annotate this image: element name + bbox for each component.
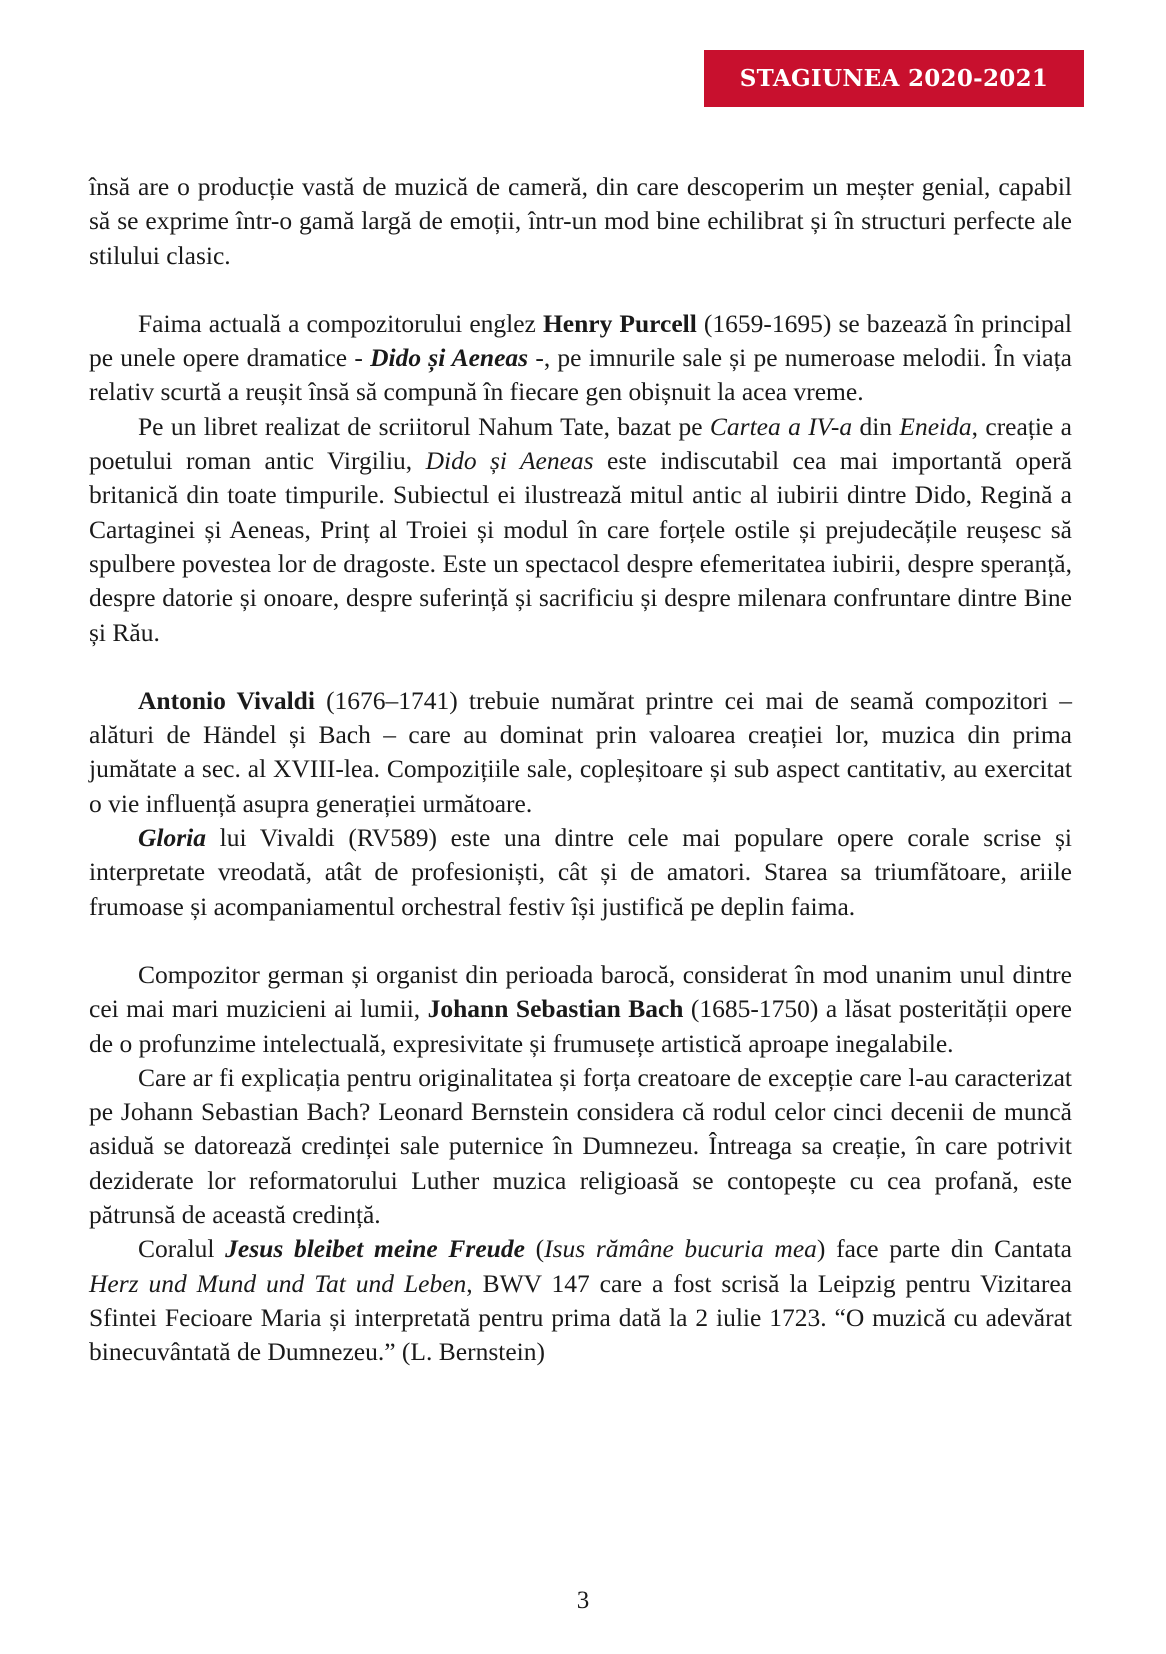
work-title-jesus-bleibet: Jesus bleibet meine Freude: [225, 1234, 525, 1264]
composer-name-vivaldi: Antonio Vivaldi: [138, 685, 315, 715]
work-title-dido: Dido și Aeneas: [370, 343, 529, 373]
season-banner-text: STAGIUNEA 2020-2021: [739, 65, 1049, 92]
composer-name-bach: Johann Sebastian Bach: [427, 994, 684, 1024]
page-number: 3: [576, 1587, 590, 1614]
paragraph-gloria: Gloria lui Vivaldi (RV589) este una dintre cele mai populare opere corale scrise și interpretate vreodată, atât de profesioniști, cât și de amatori. Starea sa triumfătoare, ariile frumoase și acompaniamentul orchestral festiv își justifică pe deplin faima.: [89, 823, 1072, 921]
paragraph-bach: Compozitor german și organist din perioada barocă, considerat în mod unanim unul dintre cei mai mari muzicieni ai lumii, Johann Sebastian Bach (1685-1750) a lăsat posterității opere de o profunzime intelectuală, expresivitate și frumusețe artistică aproape inegalabile.: [89, 959, 1072, 1058]
composer-name-purcell: Henry Purcell: [542, 308, 697, 338]
paragraph-dido-libretto: Pe un libret realizat de scriitorul Nahum Tate, bazat pe Cartea a IV-a din Eneida, creație a poetului roman antic Virgiliu, Dido și Aeneas este indiscutabil cea mai importantă operă britanică din toate timpurile. Subiectul ei ilustrează mitul antic al iubirii dintre Dido, Regină a Cartaginei și Aeneas, Prinț al Troiei și modul în care forțele ostile și prejudecățile reușesc să spulbere povestea lor de dragoste. Este un spectacol despre efemeritatea iubirii, despre speranță, despre datorie și onoare, despre suferință și sacrificiu și despre milenara confruntare dintre Bine și Rău.: [89, 411, 1072, 647]
paragraph-intro-continuation: însă are o producție vastă de muzică de cameră, din care descoperim un meșter genial, capabil să se exprime într-o gamă largă de emoții, într-un mod bine echilibrat și în structuri perfecte ale stilului clasic.: [89, 172, 1072, 270]
paragraph-bach-originality: Care ar fi explicația pentru originalitatea și forța creatoare de excepție care l-au caracterizat pe Johann Sebastian Bach? Leonard Bernstein considera că rodul celor cinci decenii de muncă asiduă se datorează credinței sale puternice în Dumnezeu. Întreaga sa creație, în care potrivit deziderate lor reformatorului Luther muzica religioasă se contopește cu cea profană, este pătrunsă de această credință.: [89, 1062, 1072, 1230]
work-title-dido-italic: Dido și Aeneas: [425, 446, 594, 476]
paragraph-vivaldi: Antonio Vivaldi (1676–1741) trebuie numărat printre cei mai de seamă compozitori – alături de Händel și Bach – care au dominat prin valoarea creației lor, muzica din prima jumătate a sec. al XVIII-lea. Compozițiile sale, copleșitoare și sub aspect cantitativ, au exercitat o vie influență asupra generației următoare.: [89, 685, 1072, 818]
season-banner: [704, 50, 1084, 107]
work-title-gloria: Gloria: [138, 823, 207, 853]
book-title-cartea: Cartea a IV-a: [709, 411, 853, 441]
translated-title: Isus rămâne bucuria mea: [544, 1234, 817, 1264]
book-title-eneida: Eneida: [899, 411, 972, 441]
paragraph-purcell: Faima actuală a compozitorului englez Henry Purcell (1659-1695) se bazează în principal pe unele opere dramatice - Dido și Aeneas -, pe imnurile sale și pe numeroase melodii. În viața relativ scurtă a reușit însă să compună în fiecare gen obișnuit la acea vreme.: [89, 308, 1073, 407]
paragraph-jesus-bleibet: Coralul Jesus bleibet meine Freude (Isus rămâne bucuria mea) face parte din Cantata Herz und Mund und Tat und Leben, BWV 147 care a fost scrisă la Leipzig pentru Vizitarea Sfintei Fecioare Maria și interpretată pentru prima dată la 2 iulie 1723. “O muzică cu adevărat binecuvântată de Dumnezeu.” (L. Bernstein): [89, 1234, 1072, 1367]
cantata-title: Herz und Mund und Tat und Leben: [89, 1268, 467, 1298]
article-body: [89, 170, 1072, 1370]
